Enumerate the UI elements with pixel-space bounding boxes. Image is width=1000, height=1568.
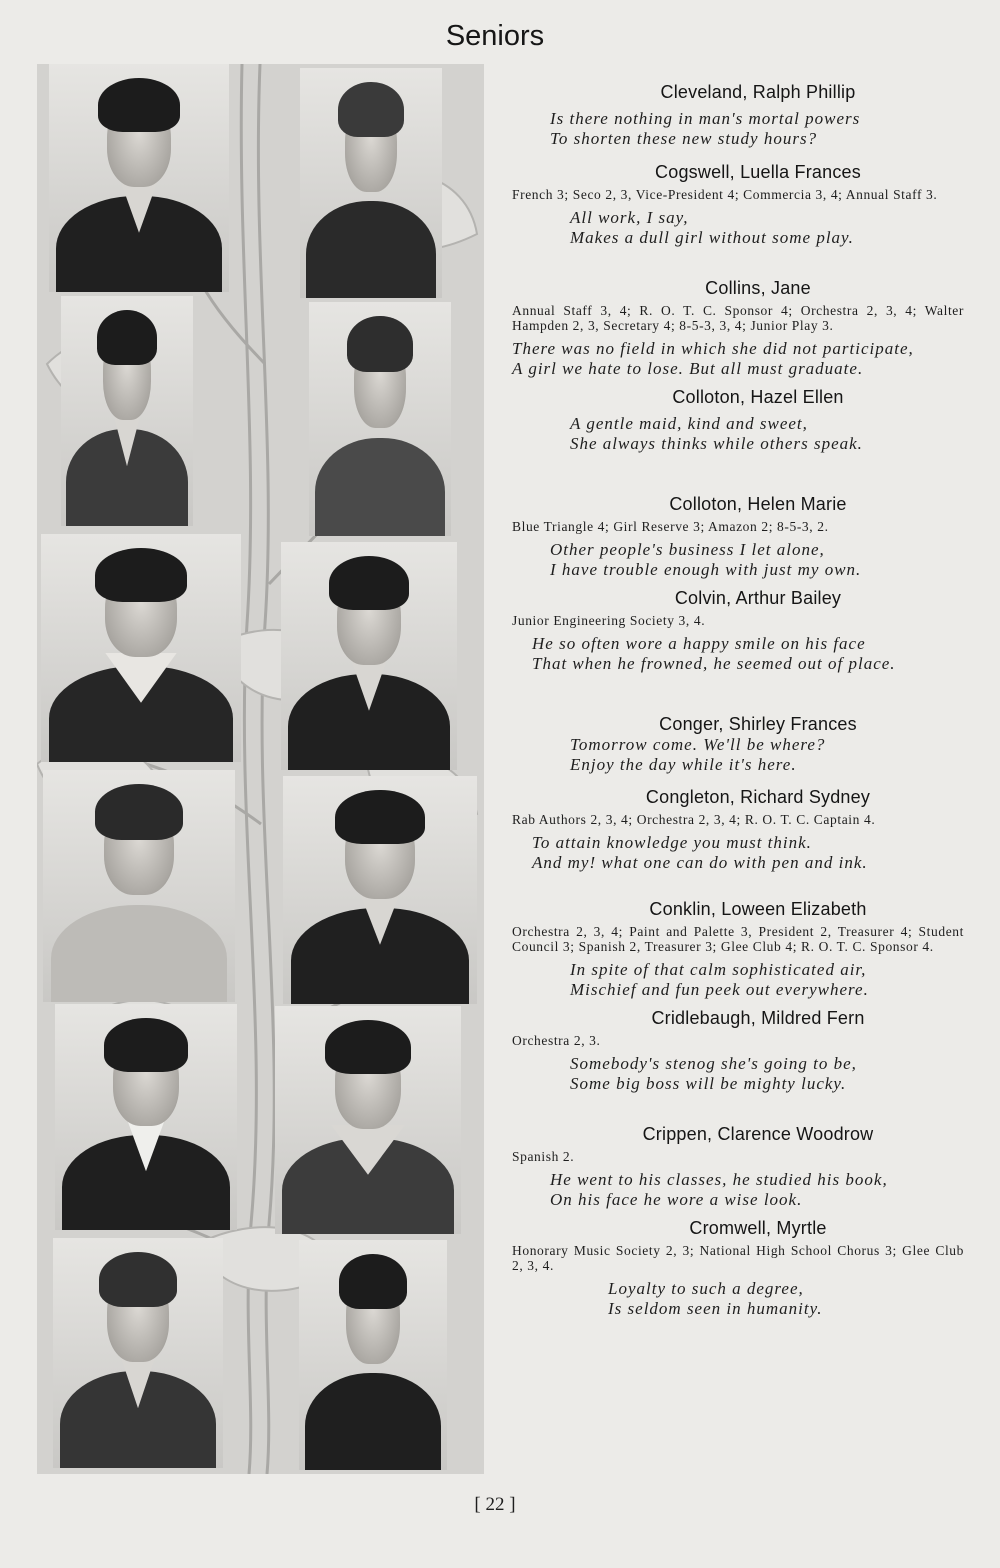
page-title: Seniors: [445, 20, 545, 52]
senior-activities: Rab Authors 2, 3, 4; Orchestra 2, 3, 4; R. O. T. C. Captain 4.: [512, 812, 876, 827]
senior-name: Colloton, Helen Marie: [669, 494, 847, 514]
senior-quote: To attain knowledge you must think. And my! what one can do with pen and ink.: [532, 833, 868, 872]
senior-activities: Spanish 2.: [512, 1149, 575, 1164]
senior-name: Conger, Shirley Frances: [659, 714, 857, 734]
page-number: [ 22 ]: [474, 1494, 516, 1515]
senior-activities: Orchestra 2, 3, 4; Paint and Palette 3, President 2, Treasurer 4; Student Council 3; Spanish 2, Treasurer 3; Glee Club 4; R. O. T. C. Sponsor 4.: [512, 924, 964, 954]
senior-activities: Orchestra 2, 3.: [512, 1033, 601, 1048]
senior-name: Colvin, Arthur Bailey: [674, 588, 842, 608]
portrait-photo: [53, 1238, 223, 1468]
senior-entry: [512, 1218, 964, 1319]
senior-entry: [512, 82, 964, 149]
senior-quote: Somebody's stenog she's going to be, Some big boss will be mighty lucky.: [570, 1054, 857, 1093]
senior-activities: Junior Engineering Society 3, 4.: [512, 613, 706, 628]
senior-name: Cridlebaugh, Mildred Fern: [651, 1008, 865, 1028]
portrait-photo: [283, 776, 477, 1004]
senior-name: Collins, Jane: [705, 278, 811, 298]
senior-activities: French 3; Seco 2, 3, Vice-President 4; Commercia 3, 4; Annual Staff 3.: [512, 187, 938, 202]
senior-name: Conklin, Loween Elizabeth: [649, 899, 867, 919]
senior-quote: There was no field in which she did not participate, A girl we hate to lose. But all must graduate.: [512, 339, 914, 378]
senior-name: Cogswell, Luella Frances: [655, 162, 861, 182]
portrait-photo: [43, 770, 235, 1002]
portrait-photo: [41, 534, 241, 762]
senior-activities: Annual Staff 3, 4; R. O. T. C. Sponsor 4; Orchestra 2, 3, 4; Walter Hampden 2, 3, Secretary 4; 8-5-3, 3, 4; Junior Play 3.: [512, 303, 964, 333]
senior-entry: [512, 899, 964, 1000]
portrait-photo: [55, 1004, 237, 1230]
senior-entry: [512, 1008, 964, 1094]
senior-quote: He so often wore a happy smile on his face That when he frowned, he seemed out of place.: [532, 634, 896, 673]
senior-entry: [512, 278, 964, 379]
senior-quote: Other people's business I let alone, I have trouble enough with just my own.: [550, 540, 862, 579]
senior-name: Congleton, Richard Sydney: [645, 787, 871, 807]
portrait-photo: [300, 68, 442, 298]
portrait-panel: [37, 64, 484, 1474]
senior-entry: [512, 387, 964, 454]
senior-name: Colloton, Hazel Ellen: [672, 387, 844, 407]
senior-quote: He went to his classes, he studied his book, On his face he wore a wise look.: [550, 1170, 888, 1209]
senior-entry: [512, 162, 964, 248]
senior-quote: A gentle maid, kind and sweet, She always thinks while others speak.: [570, 414, 863, 453]
senior-name: Crippen, Clarence Woodrow: [642, 1124, 874, 1144]
senior-entry: [512, 714, 964, 775]
senior-name: Cleveland, Ralph Phillip: [660, 82, 856, 102]
senior-entry: [512, 787, 964, 873]
senior-activities: Honorary Music Society 2, 3; National High School Chorus 3; Glee Club 2, 3, 4.: [512, 1243, 964, 1273]
senior-entries: [512, 82, 964, 1319]
senior-quote: Loyalty to such a degree, Is seldom seen in humanity.: [608, 1279, 823, 1318]
portrait-photo: [281, 542, 457, 770]
senior-entry: [512, 1124, 964, 1210]
senior-quote: Is there nothing in man's mortal powers To shorten these new study hours?: [550, 109, 861, 148]
portrait-photo: [309, 302, 451, 536]
senior-quote: All work, I say, Makes a dull girl without some play.: [570, 208, 854, 247]
senior-name: Cromwell, Myrtle: [689, 1218, 827, 1238]
portrait-photo: [61, 296, 193, 526]
senior-activities: Blue Triangle 4; Girl Reserve 3; Amazon 2; 8-5-3, 2.: [512, 519, 829, 534]
senior-entry: [512, 494, 964, 580]
portrait-photo: [299, 1240, 447, 1470]
senior-quote: Tomorrow come. We'll be where? Enjoy the day while it's here.: [570, 735, 826, 774]
portrait-photo: [275, 1006, 461, 1234]
portrait-photo: [49, 64, 229, 292]
senior-entry: [512, 588, 964, 674]
senior-quote: In spite of that calm sophisticated air, Mischief and fun peek out everywhere.: [570, 960, 869, 999]
